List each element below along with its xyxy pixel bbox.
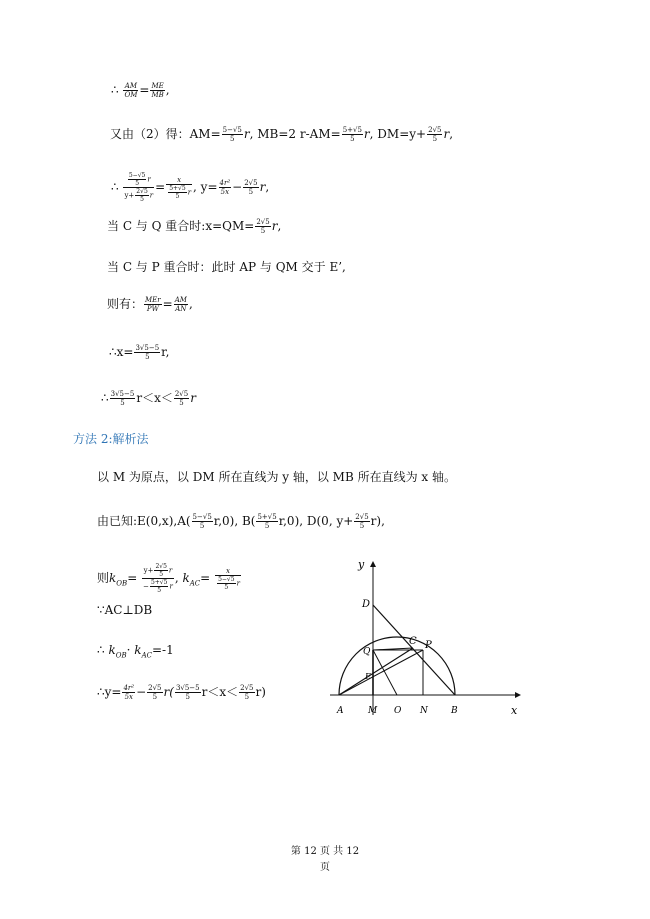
line-y-expression: ∴ $\frac{5-√5}{5}$ r y+ $\frac{2√5}{5}$ r = x $\frac{5+√5}{5}$ r , y= $\frac{\text{4r²}}{5x}$ − $\frac{2√5}{5}$ r, bbox=[111, 172, 270, 203]
line-am-mb-dm: 又由（2）得：AM= $\frac{5-√5}{5}$ r, MB=2 r-AM= $\frac{5+√5}{5}$ r, DM=y+ $\frac{2√5}{5}$ r, bbox=[110, 126, 454, 143]
compound-fraction: x $\frac{5-√5}{5}$ r bbox=[215, 567, 241, 591]
segment-co bbox=[373, 650, 397, 695]
compound-fraction: y+ $\frac{2√5}{5}$ r − $\frac{5+√5}{5}$ r bbox=[143, 563, 173, 594]
label-d: D bbox=[362, 599, 371, 610]
section-heading: 方法 2:解析法 bbox=[73, 432, 149, 446]
label-a: A bbox=[337, 706, 344, 716]
line-ratio-am-om: ∴ $\frac{AM}{OM}$ = $\frac{ME}{MB}$ , bbox=[111, 82, 170, 99]
label-o: O bbox=[394, 706, 402, 716]
line-known-points: 由已知:E(0,x),A( $\frac{5-√5}{5}$ r,0), B( $\frac{5+√5}{5}$ r,0), D(0, y+ $\frac{2√5}{5}$ r), bbox=[97, 513, 385, 530]
fraction: $\frac{2√5}{5}$ bbox=[244, 179, 258, 196]
therefore-symbol: ∴ bbox=[111, 83, 119, 97]
line-ratio-me-pw: 则有： $\frac{\text{MEr}}{PW}$ = $\frac{AM}{AN}$ , bbox=[107, 296, 193, 313]
page-footer-line2: 页 bbox=[320, 862, 330, 873]
compound-fraction: x $\frac{5+√5}{5}$ r bbox=[166, 176, 192, 200]
line-coordinate-setup: 以 M 为原点，以 DM 所在直线为 y 轴，以 MB 所在直线为 x 轴。 bbox=[97, 470, 456, 484]
label-y: y bbox=[358, 558, 365, 571]
label-n: N bbox=[420, 706, 428, 716]
fraction: $\frac{5+√5}{5}$ bbox=[257, 513, 277, 530]
line-slope-product: ∴ $k_{OB}\cdot k_{AC}=-1$ bbox=[97, 643, 174, 660]
fraction: $\frac{2√5}{5}$ bbox=[256, 218, 270, 235]
fraction: $\frac{2√5}{5}$ bbox=[355, 513, 369, 530]
line-x-value: ∴x= $\frac{3√5-5}{5}$ r, bbox=[109, 344, 170, 361]
label-m: M bbox=[368, 706, 378, 716]
fraction: $\frac{2√5}{5}$ bbox=[428, 126, 442, 143]
line-x-range: ∴ $\frac{3√5-5}{5}$ r＜x＜ $\frac{2√5}{5}$ r bbox=[101, 390, 196, 407]
fraction-me-mb: $\frac{ME}{MB}$ bbox=[151, 82, 164, 99]
fraction: $\frac{\text{MEr}}{PW}$ bbox=[145, 296, 161, 313]
fraction: $\frac{AM}{AN}$ bbox=[174, 296, 187, 313]
label-q: Q bbox=[363, 647, 371, 657]
line-c-q-coincide: 当 C 与 Q 重合时:x=QM= $\frac{2√5}{5}$ r, bbox=[107, 218, 282, 235]
fraction: $\frac{2√5}{5}$ bbox=[240, 684, 254, 701]
semicircle bbox=[339, 637, 455, 695]
fraction: $\frac{2√5}{5}$ bbox=[174, 390, 189, 407]
fraction: $\frac{3√5-5}{5}$ bbox=[110, 390, 135, 407]
segment-ap bbox=[339, 650, 423, 695]
fraction: $\frac{\text{4r²}}{5x}$ bbox=[219, 179, 231, 196]
label-e: E bbox=[365, 672, 371, 681]
fraction: $\frac{3√5-5}{5}$ bbox=[135, 344, 160, 361]
page-footer-line1: 第 12 页 共 12 bbox=[290, 846, 360, 857]
line-perpendicular: ∵AC⊥DB bbox=[97, 603, 153, 617]
fraction: $\frac{2√5}{5}$ bbox=[148, 684, 162, 701]
fraction: $\frac{5+√5}{5}$ bbox=[342, 126, 362, 143]
fraction: $\frac{5-√5}{5}$ bbox=[192, 513, 212, 530]
label-b: B bbox=[451, 706, 458, 716]
compound-fraction: $\frac{5-√5}{5}$ r y+ $\frac{2√5}{5}$ r bbox=[124, 172, 154, 203]
fraction: $\frac{3√5-5}{5}$ bbox=[175, 684, 200, 701]
fraction: $\frac{5-√5}{5}$ bbox=[222, 126, 242, 143]
line-c-p-coincide: 当 C 与 P 重合时：此时 AP 与 QM 交于 E’, bbox=[107, 260, 346, 274]
fraction-am-om: $\frac{AM}{OM}$ bbox=[124, 82, 138, 99]
label-p: P bbox=[425, 640, 432, 651]
line-final-answer: ∴y= $\frac{\text{4r²}}{5x}$ − $\frac{2√5}{5}$ r( $\frac{3√5-5}{5}$ r＜x＜ $\frac{2√5}{5}$ r) bbox=[97, 684, 266, 701]
label-c: C bbox=[409, 636, 417, 647]
geometry-figure bbox=[325, 550, 535, 725]
fraction: $\frac{\text{4r²}}{5x}$ bbox=[123, 684, 135, 701]
line-slopes: 则$k_{OB}=$ y+ $\frac{2√5}{5}$ r − $\frac{5+√5}{5}$ r , $k_{AC}=$ x $\frac{5-√5}{5}$ r bbox=[97, 563, 240, 594]
label-x: x bbox=[511, 704, 518, 717]
